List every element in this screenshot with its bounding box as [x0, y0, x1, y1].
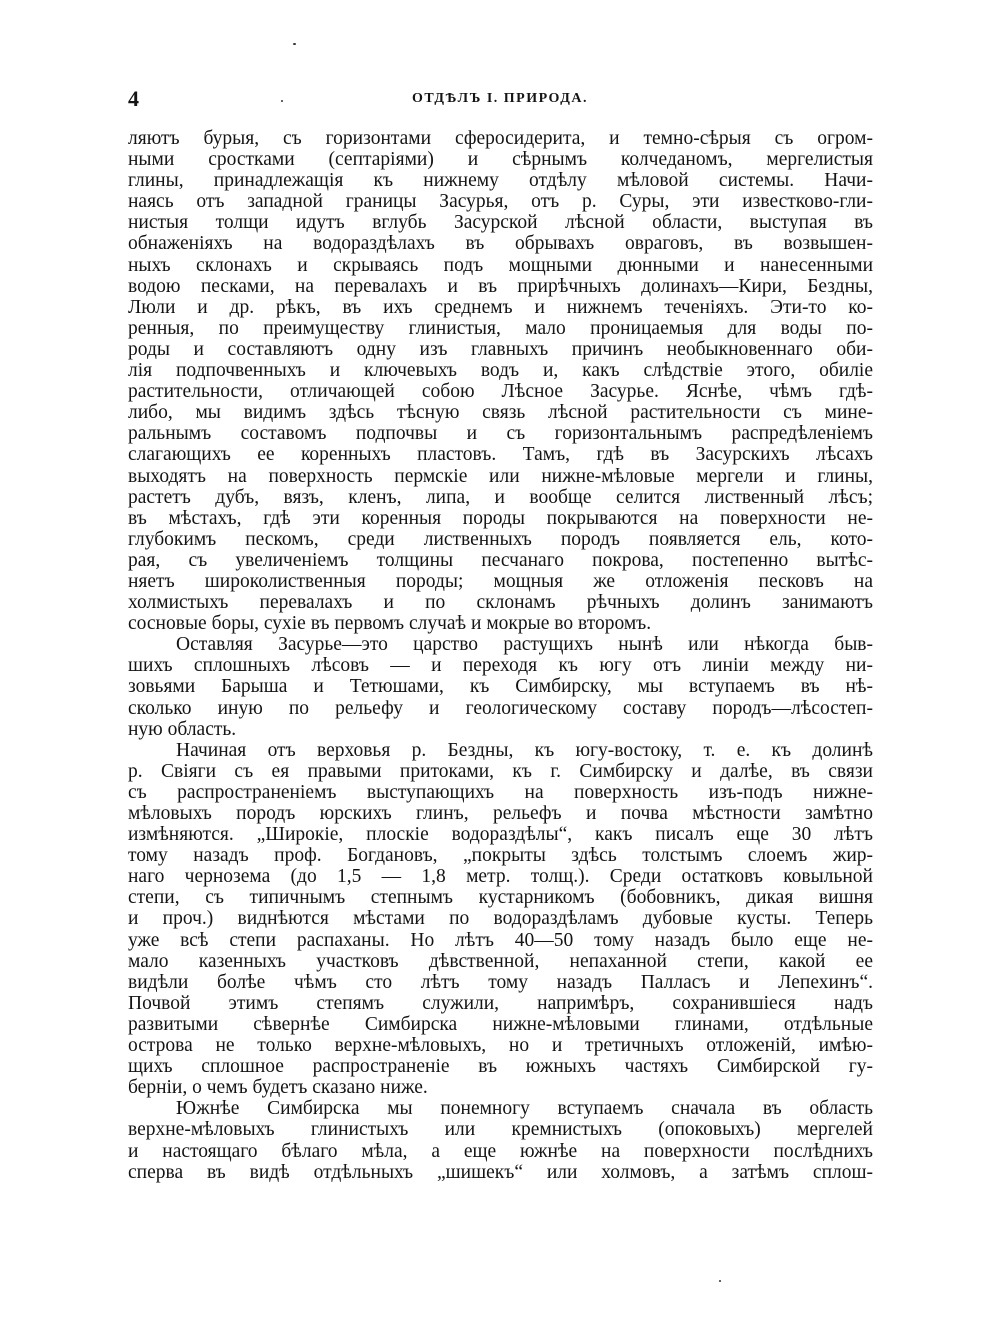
text-line: Южнѣе Симбирска мы понемногу вступаемъ сначала въ область: [176, 1098, 873, 1120]
text-line: нистыя толщи идутъ вглубь Засурской лѣсной области, выступая въ: [128, 212, 873, 234]
text-line: и проч.) виднѣются мѣстами по водораздѣламъ дубовые кусты. Теперь: [128, 908, 873, 930]
page-header: [128, 86, 872, 112]
text-line: р. Свіяги съ ея правыми притоками, къ г. Симбирску и далѣе, въ связи: [128, 760, 873, 782]
text-line: Люли и др. рѣкъ, въ ихъ среднемъ и нижнемъ теченіяхъ. Эти-то ко-: [128, 296, 873, 318]
body-text: [128, 128, 873, 1183]
text-line: верхне-мѣловыхъ глинистыхъ или кремнистыхъ (опоковыхъ) мергелей: [128, 1119, 873, 1141]
text-line: и настоящаго бѣлаго мѣла, а еще южнѣе на поверхности послѣднихъ: [128, 1140, 873, 1162]
text-line: видѣли болѣе чѣмъ сто лѣтъ тому назадъ Палласъ и Лепехинъ“.: [128, 971, 873, 993]
print-speck: [719, 1280, 721, 1282]
text-line: сколько иную по рельефу и геологическому составу породъ—лѣсостеп-: [128, 697, 873, 719]
text-line: водою песками, на перевалахъ и въ прирѣчныхъ долинахъ—Кири, Бездны,: [128, 275, 873, 297]
text-line: слагающихъ ее коренныхъ пластовъ. Тамъ, гдѣ въ Засурскихъ лѣсахъ: [128, 444, 873, 466]
text-line: шихъ сплошныхъ лѣсовъ — и переходя къ югу отъ линіи между ни-: [128, 655, 873, 677]
text-line: растительности, отличающей собою Лѣсное Засурье. Яснѣе, чѣмъ гдѣ-: [128, 381, 873, 403]
text-line: уже всѣ степи распаханы. Но лѣтъ 40—50 тому назадъ было еще не-: [128, 929, 873, 951]
text-line: растетъ дубъ, вязъ, кленъ, липа, и вообще селится лиственный лѣсъ;: [128, 486, 873, 508]
text-line: ными сростками (септаріями) и сѣрнымъ колчеданомъ, мергелистыя: [128, 149, 873, 171]
text-line: мало казенныхъ участковъ дѣвственной, непаханной степи, какой ее: [128, 950, 873, 972]
running-head: ОТДѢЛЪ I. ПРИРОДА.: [412, 91, 588, 106]
text-line: ную область.: [128, 718, 237, 740]
text-line: ляютъ бурыя, съ горизонтами сферосидерита, и темно-сѣрыя съ огром-: [128, 128, 873, 149]
text-line: роды и составляютъ одну изъ главныхъ причинъ необыкновеннаго оби-: [128, 338, 873, 360]
text-line: глубокимъ пескомъ, среди лиственныхъ породъ появляется ель, кото-: [128, 528, 873, 550]
text-line: мѣловыхъ породъ юрскихъ глинъ, рельефъ и почва мѣстности замѣтно: [128, 803, 873, 824]
text-line: обнаженіяхъ на водораздѣлахъ въ обрывахъ овраговъ, въ возвышен-: [128, 233, 873, 255]
text-line: холмистыхъ перевалахъ и по склонамъ рѣчныхъ долинъ занимаютъ: [128, 592, 873, 614]
print-speck: [293, 43, 296, 45]
text-line: въ мѣстахъ, гдѣ эти коренныя породы покрываются на поверхности не-: [128, 507, 873, 529]
text-line: степи, съ типичнымъ степнымъ кустарникомъ (бобовникъ, дикая вишня: [128, 887, 873, 909]
text-line: лія подпочвенныхъ и ключевыхъ водъ и, какъ слѣдствіе этого, обиліе: [128, 360, 873, 382]
text-line: берніи, о чемъ будетъ сказано ниже.: [128, 1077, 428, 1099]
text-line: ральнымъ составомъ подпочвы и съ горизонтальнымъ распредѣленіемъ: [128, 423, 873, 445]
text-line: ныхъ склонахъ и скрываясь подъ мощными дюнными и нанесенными: [128, 254, 873, 276]
text-line: либо, мы видимъ здѣсь тѣсную связь лѣсной растительности съ мине-: [128, 402, 873, 424]
text-line: развитыми сѣвернѣе Симбирска нижне-мѣловыми глинами, отдѣльные: [128, 1013, 873, 1035]
text-line: съ распространеніемъ выступающихъ на поверхность изъ-подъ нижне-: [128, 781, 873, 803]
text-line: острова не только верхне-мѣловыхъ, но и третичныхъ отложеній, имѣю-: [128, 1035, 873, 1057]
text-line: наясь отъ западной границы Засурья, отъ р. Суры, эти известково-гли-: [128, 191, 873, 213]
text-line: сосновые боры, сухіе въ первомъ случаѣ и мокрые во второмъ.: [128, 613, 652, 635]
text-line: ренныя, по преимуществу глинистыя, мало проницаемыя для воды по-: [128, 317, 873, 339]
text-line: наго чернозема (до 1,5 — 1,8 метр. толщ.). Среди остатковъ ковыльной: [128, 866, 873, 888]
page-number: 4: [128, 86, 139, 111]
text-line: Почвой этимъ степямъ служили, напримѣръ, сохранившіеся надъ: [128, 992, 873, 1014]
text-line: Начиная отъ верховья р. Бездны, къ югу-востоку, т. е. къ долинѣ: [176, 739, 873, 761]
text-line: щихъ сплошное распространеніе въ южныхъ частяхъ Симбирской гу-: [128, 1056, 873, 1078]
text-line: тому назадъ проф. Богдановъ, „покрыты здѣсь толстымъ слоемъ жир-: [128, 845, 873, 867]
text-line: няетъ широколиственныя породы; мощныя же отложенія песковъ на: [128, 570, 873, 592]
text-line: глины, принадлежащія къ нижнему отдѣлу мѣловой системы. Начи-: [128, 170, 873, 192]
text-line: измѣняются. „Широкіе, плоскіе водораздѣлы“, какъ писалъ еще 30 лѣтъ: [128, 824, 873, 846]
text-line: рая, съ увеличеніемъ толщины песчанаго покрова, постепенно вытѣс-: [128, 549, 873, 571]
text-line: зовьями Барыша и Тетюшами, къ Симбирску, мы вступаемъ въ нѣ-: [128, 676, 873, 698]
text-line: Оставляя Засурье—это царство растущихъ нынѣ или нѣкогда быв-: [176, 634, 873, 656]
text-line: сперва въ видѣ отдѣльныхъ „шишекъ“ или холмовъ, а затѣмъ сплош-: [128, 1161, 873, 1183]
text-line: выходятъ на поверхность пермскіе или нижне-мѣловые мергели и глины,: [128, 465, 873, 487]
